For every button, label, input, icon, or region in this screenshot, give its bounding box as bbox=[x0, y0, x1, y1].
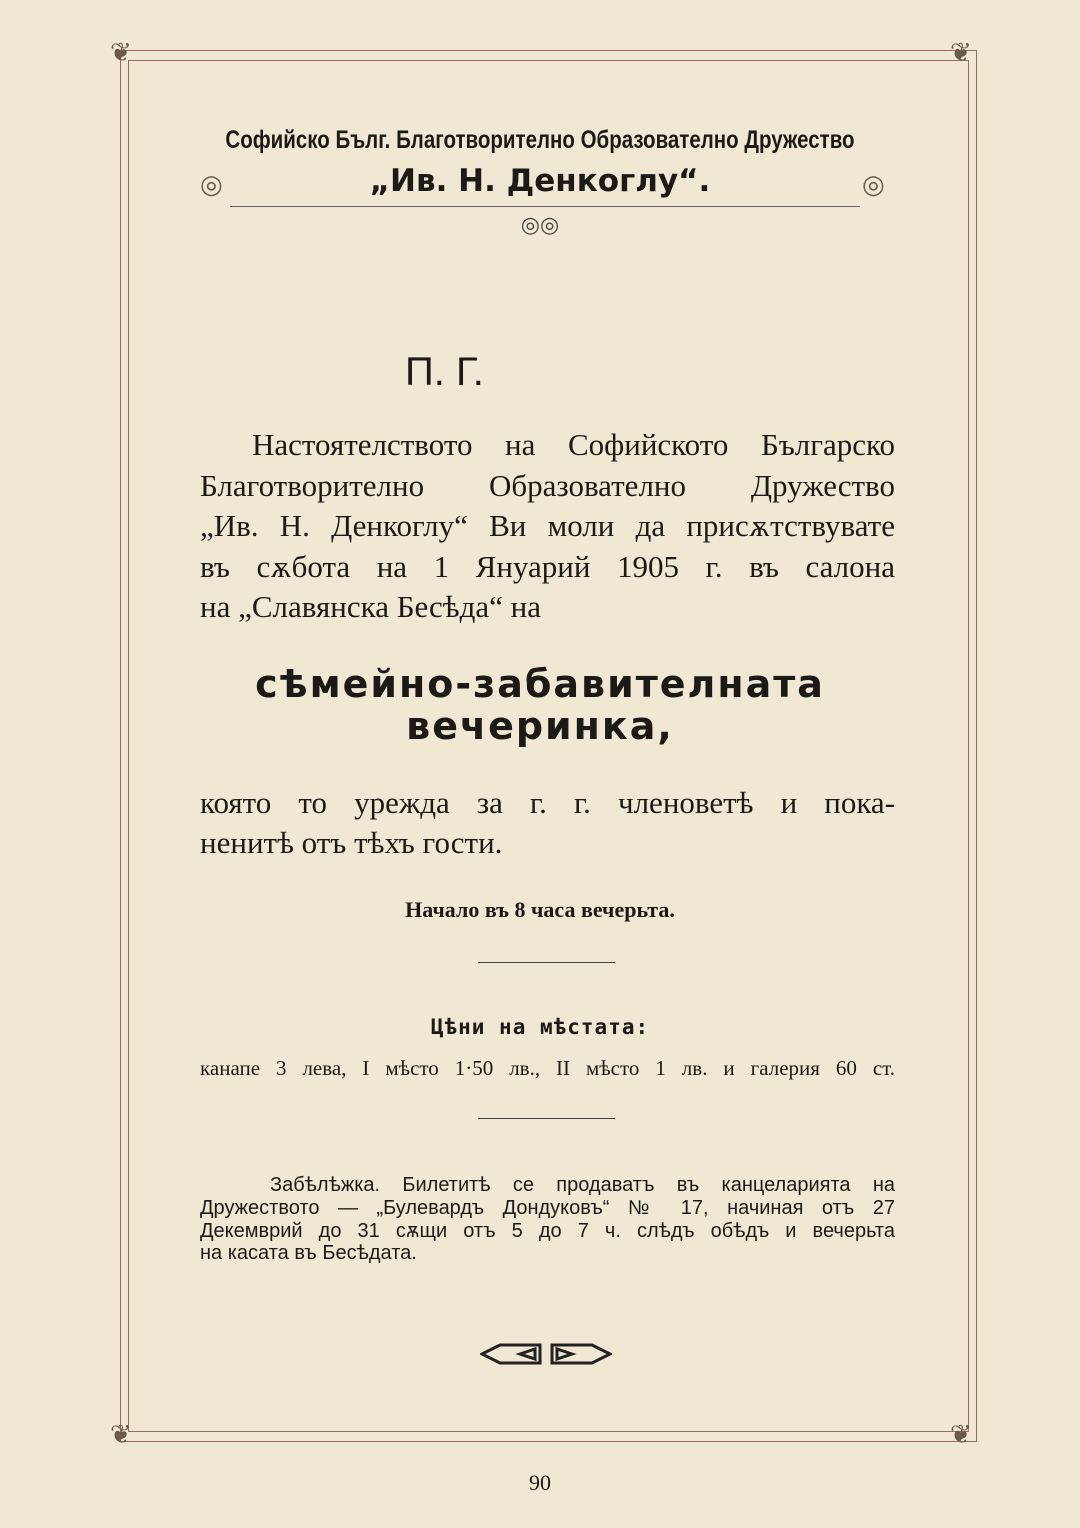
scroll-ornament-icon: ◎ bbox=[200, 170, 223, 199]
header-divider bbox=[230, 206, 860, 207]
note-line: Забѣлѣжка. Билетитѣ се продаватъ въ канцеларията на bbox=[270, 1174, 895, 1196]
society-name: Софийско Бълг. Благотворително Образователно Дружество bbox=[225, 126, 855, 154]
page-number: 90 bbox=[529, 1470, 551, 1495]
society-patron: „Ив. Н. Денкоглу“. bbox=[369, 163, 711, 199]
end-ornament-icon bbox=[480, 1342, 612, 1366]
note-line: Декемврий до 31 сѫщи отъ 5 до 7 ч. слѣдъ обѣдъ и вечерьта bbox=[200, 1220, 895, 1242]
prices-text: канапе 3 лева, I мѣсто 1·50 лв., II мѣсто 1 лв. и галерия 60 ст. bbox=[200, 1056, 895, 1080]
divider-ornament-icon: ◎◎ bbox=[520, 212, 560, 237]
salutation: П. Г. bbox=[405, 350, 484, 394]
note-line: на касата въ Бесѣдата. bbox=[200, 1242, 417, 1264]
paragraph-line: на „Славянска Бесѣда“ на bbox=[200, 589, 542, 624]
divider bbox=[478, 1118, 615, 1119]
paragraph-line: „Ив. Н. Денкоглу“ Ви моли да присѫтствувате bbox=[200, 508, 895, 543]
scroll-ornament-icon: ◎ bbox=[862, 170, 885, 199]
start-time: Начало въ 8 часа вечерьта. bbox=[405, 897, 675, 922]
note-line: Дружеството — „Булевардъ Дондуковъ“ № 17, начиная отъ 27 bbox=[200, 1197, 895, 1219]
corner-ornament-icon: ❦ bbox=[110, 38, 132, 67]
paragraph-line: Настоятелството на Софийското Българско bbox=[252, 427, 895, 462]
paragraph-line: Благотворително Образователно Дружество bbox=[200, 468, 895, 503]
paragraph-line: която то урежда за г. г. членоветѣ и пока- bbox=[200, 785, 895, 820]
corner-ornament-icon: ❦ bbox=[950, 1420, 972, 1449]
event-title: вечеринка, bbox=[406, 704, 674, 748]
paragraph-line: въ сѫбота на 1 Януарий 1905 г. въ салона bbox=[200, 549, 895, 584]
divider bbox=[478, 962, 615, 963]
corner-ornament-icon: ❦ bbox=[110, 1420, 132, 1449]
prices-heading: Цѣни на мѣстата: bbox=[430, 1015, 650, 1039]
corner-ornament-icon: ❦ bbox=[950, 38, 972, 67]
paragraph-line: ненитѣ отъ тѣхъ гости. bbox=[200, 825, 503, 860]
event-title: сѣмейно-забавителната bbox=[255, 662, 825, 706]
